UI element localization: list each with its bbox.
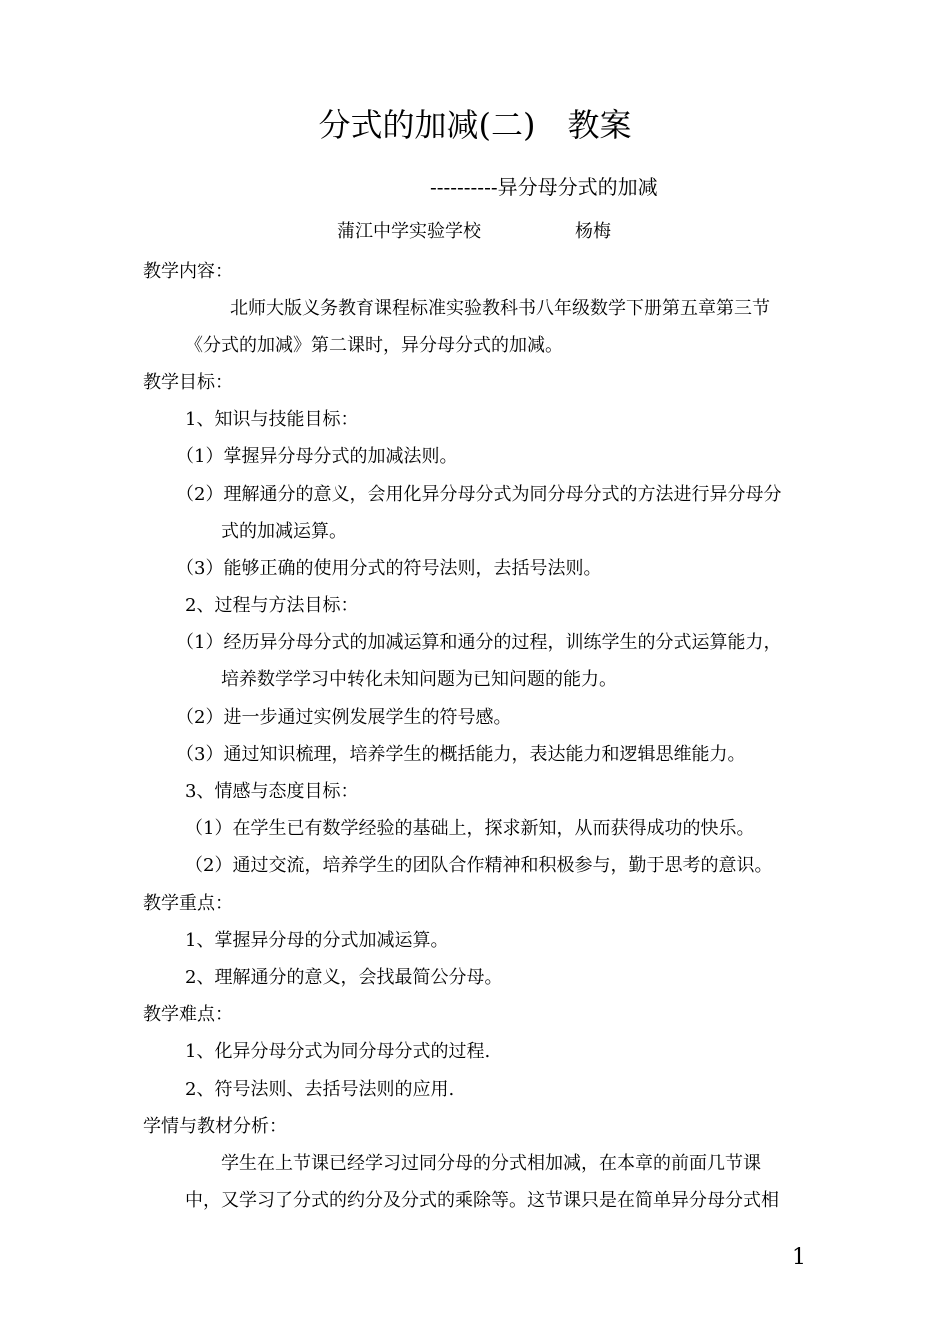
goal-subitem: （2）通过交流，培养学生的团队合作精神和积极参与，勤于思考的意识。 — [185, 855, 773, 876]
goal-subitem: （1）在学生已有数学经验的基础上，探求新知，从而获得成功的快乐。 — [185, 818, 755, 839]
analysis-heading: 学情与教材分析： — [143, 1116, 287, 1137]
goal-subitem-continuation: 培养数学学习中转化未知问题为已知问题的能力。 — [221, 669, 617, 690]
goal-subitem: （2）理解通分的意义，会用化异分母分式为同分母分式的方法进行异分母分 — [176, 484, 782, 505]
key-point-item: 2、理解通分的意义，会找最简公分母。 — [185, 967, 503, 988]
difficulty-item: 2、符号法则、去括号法则的应用. — [185, 1079, 455, 1100]
author-name: 杨梅 — [575, 221, 611, 242]
document-title: 分式的加减(二) 教案 — [318, 106, 632, 144]
document-subtitle: ----------异分母分式的加减 — [430, 175, 658, 199]
goals-heading: 教学目标： — [143, 372, 233, 393]
goal-subitem: （1）掌握异分母分式的加减法则。 — [176, 446, 458, 467]
goal-subitem: （3）能够正确的使用分式的符号法则，去括号法则。 — [176, 558, 602, 579]
analysis-paragraph-line: 中，又学习了分式的约分及分式的乘除等。这节课只是在简单异分母分式相 — [185, 1190, 779, 1211]
goal-item: 3、情感与态度目标： — [185, 781, 359, 802]
goal-item: 2、过程与方法目标： — [185, 595, 359, 616]
content-heading: 教学内容： — [143, 261, 233, 282]
goal-item: 1、知识与技能目标： — [185, 409, 359, 430]
key-points-heading: 教学重点： — [143, 893, 233, 914]
school-name: 蒲江中学实验学校 — [337, 221, 481, 242]
content-paragraph-line: 北师大版义务教育课程标准实验教科书八年级数学下册第五章第三节 — [230, 298, 770, 319]
analysis-paragraph-line: 学生在上节课已经学习过同分母的分式相加减，在本章的前面几节课 — [221, 1153, 761, 1174]
goal-subitem: （3）通过知识梳理，培养学生的概括能力，表达能力和逻辑思维能力。 — [176, 744, 746, 765]
content-paragraph-line: 《分式的加减》第二课时，异分母分式的加减。 — [185, 335, 563, 356]
difficulties-heading: 教学难点： — [143, 1004, 233, 1025]
goal-subitem: （2）进一步通过实例发展学生的符号感。 — [176, 707, 512, 728]
page-number: 1 — [792, 1245, 806, 1270]
goal-subitem: （1）经历异分母分式的加减运算和通分的过程，训练学生的分式运算能力， — [176, 632, 782, 653]
difficulty-item: 1、化异分母分式为同分母分式的过程. — [185, 1041, 491, 1062]
key-point-item: 1、掌握异分母的分式加减运算。 — [185, 930, 449, 951]
goal-subitem-continuation: 式的加减运算。 — [221, 521, 347, 542]
